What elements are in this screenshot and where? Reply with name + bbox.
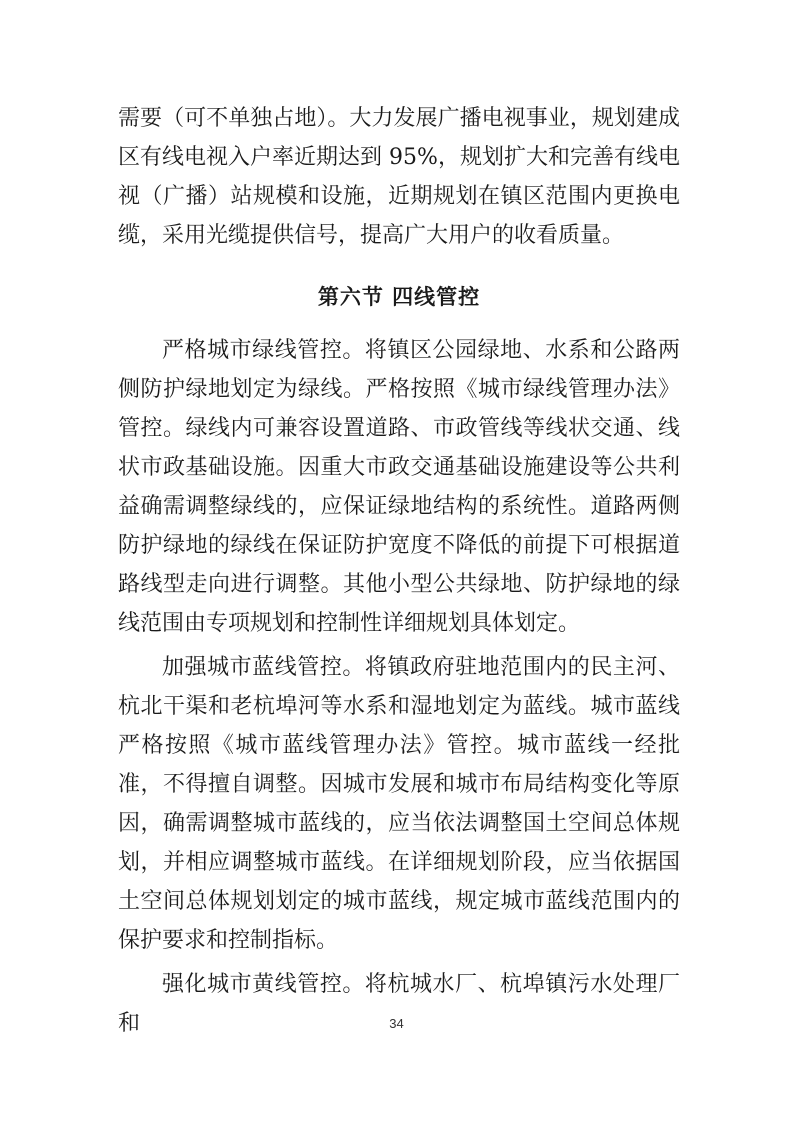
page-number: 34 xyxy=(389,1016,404,1031)
paragraph-green-line: 严格城市绿线管控。将镇区公园绿地、水系和公路两侧防护绿地划定为绿线。严格按照《城市绿线管理办法》管控。绿线内可兼容设置道路、市政管线等线状交通、线状市政基础设施。因重大市政交通基础设施建设等公共利益确需调整绿线的，应保证绿地结构的系统性。道路两侧防护绿地的绿线在保证防护宽度不降低的前提下可根据道路线型走向进行调整。其他小型公共绿地、防护绿地的绿线范围由专项规划和控制性详细规划具体划定。 xyxy=(118,338,680,636)
paragraph-blue-line: 加强城市蓝线管控。将镇政府驻地范围内的民主河、杭北干渠和老杭埠河等水系和湿地划定为蓝线。城市蓝线严格按照《城市蓝线管理办法》管控。城市蓝线一经批准，不得擅自调整。因城市发展和城市布局结构变化等原因，确需调整城市蓝线的，应当依法调整国土空间总体规划，并相应调整城市蓝线。在详细规划阶段，应当依据国土空间总体规划划定的城市蓝线，规定城市蓝线范围内的保护要求和控制指标。 xyxy=(118,655,680,953)
paragraph-yellow-line: 强化城市黄线管控。将杭城水厂、杭埠镇污水处理厂和 xyxy=(118,972,680,1036)
paragraph-continued: 需要（可不单独占地）。大力发展广播电视事业，规划建成区有线电视入户率近期达到 95%，规划扩大和完善有线电视（广播）站规模和设施，近期规划在镇区范围内更换电缆，采用光缆提供信号，提高广大用户的收看质量。 xyxy=(118,106,680,248)
section-heading: 第六节 四线管控 xyxy=(317,285,481,309)
